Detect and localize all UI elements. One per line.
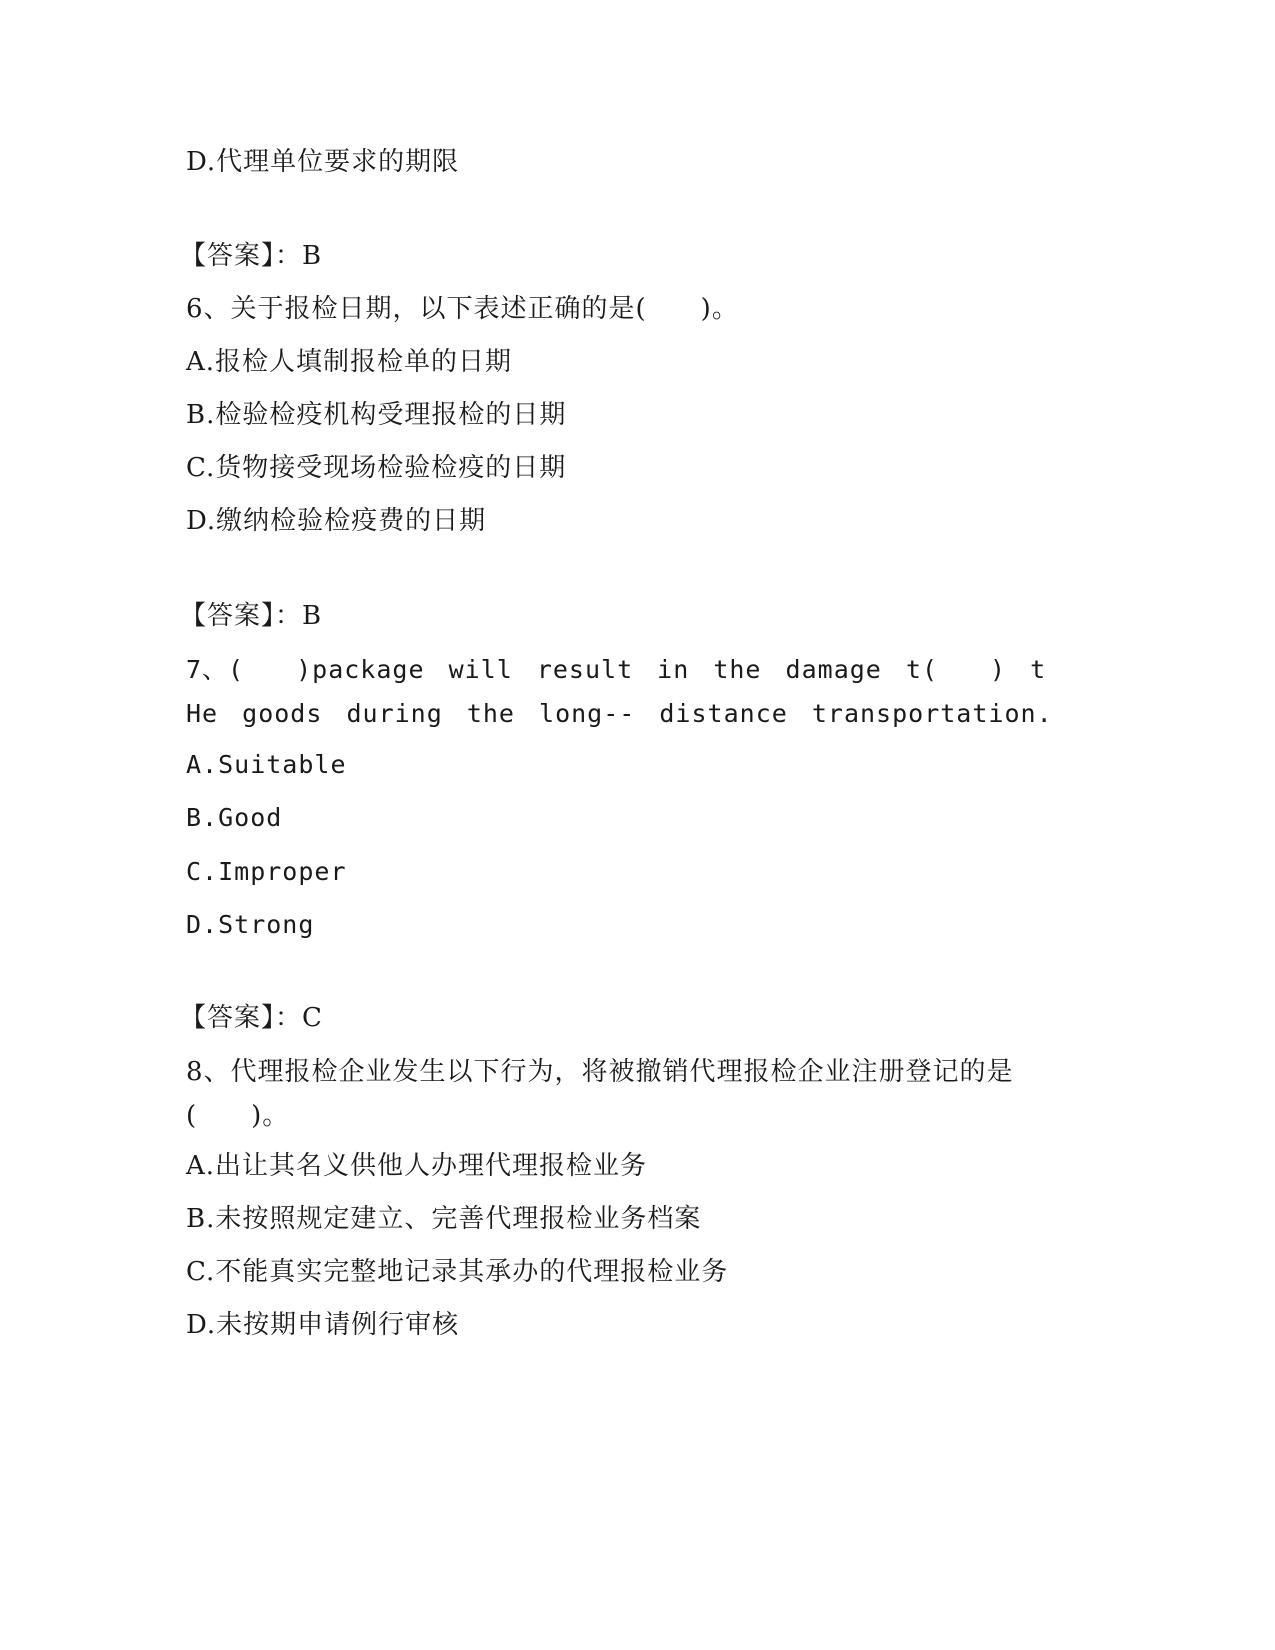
q6-answer: 【答案】：B	[180, 601, 323, 631]
q7-question: 7、( )package will result in the damage t( ) t He goods during the long-- distance transportation.	[186, 655, 1053, 728]
q6-option-b: B.检验检疫机构受理报检的日期	[186, 400, 567, 430]
q7-answer: 【答案】：C	[180, 1003, 323, 1033]
q8-option-c: C.不能真实完整地记录其承办的代理报检业务	[186, 1257, 729, 1287]
q5-answer: 【答案】：B	[180, 241, 323, 271]
q8-option-d: D.未按期申请例行审核	[186, 1310, 460, 1340]
q8-option-a: A.出让其名义供他人办理代理报检业务	[186, 1151, 648, 1181]
q6-question: 6、关于报检日期，以下表述正确的是( )。	[186, 294, 739, 324]
q6-option-a: A.报检人填制报检单的日期	[186, 347, 513, 377]
q6-option-d: D.缴纳检验检疫费的日期	[186, 506, 487, 536]
q7-option-c: C.Improper	[186, 857, 347, 886]
q7-option-b: B.Good	[186, 803, 283, 832]
q7-option-a: A.Suitable	[186, 750, 347, 779]
q5-option-d: D.代理单位要求的期限	[186, 147, 460, 177]
q8-option-b: B.未按照规定建立、完善代理报检业务档案	[186, 1204, 702, 1234]
q7-option-d: D.Strong	[186, 910, 315, 939]
q8-question: 8、代理报检企业发生以下行为，将被撤销代理报检企业注册登记的是( )。	[186, 1057, 1014, 1131]
q6-option-c: C.货物接受现场检验检疫的日期	[186, 453, 567, 483]
